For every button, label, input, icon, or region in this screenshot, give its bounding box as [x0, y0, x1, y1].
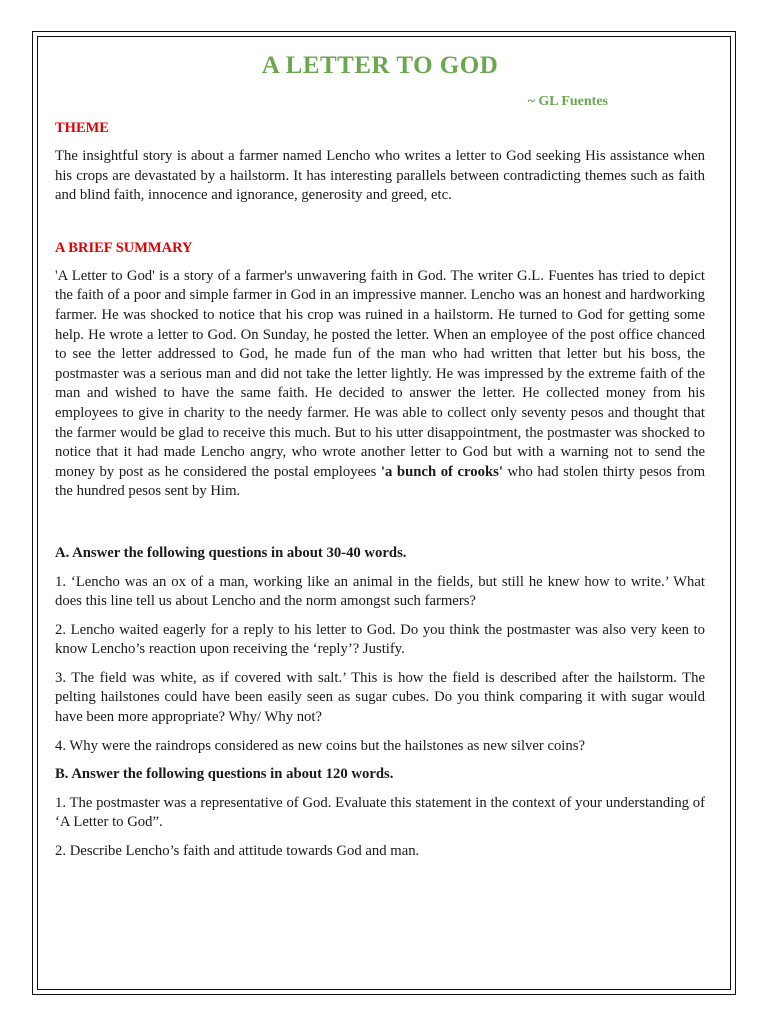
section-a-question-4: 4. Why were the raindrops considered as new coins but the hailstones as new silver coins? — [55, 737, 585, 754]
summary-text-after: who had stolen thirty pesos from the hundred pesos sent by Him. — [55, 463, 706, 500]
theme-heading: THEME — [55, 120, 109, 136]
theme-paragraph: The insightful story is about a farmer named Lencho who writes a letter to God seeking His assistance when his crops are devastated by a hailstorm. It has interesting parallels between contradicting themes such as faith and blind faith, innocence and ignorance, generosity and greed, etc. — [55, 148, 705, 204]
summary-text-before: 'A Letter to God' is a story of a farmer's unwavering faith in God. The writer G.L. Fuentes has tried to depict the faith of a poor and simple farmer in God in an impressive manner. Lencho was an honest and hardworking farmer. He was shocked to notice that his crop was ruined in a hailstorm. He turned to God for getting some help. He wrote a letter to God. On Sunday, he posted the letter. When an employee of the post office chanced to see the letter addressed to God, he made fun of the man who had written that letter but his boss, the postmaster was a serious man and did not take the letter lightly. He was impressed by the extreme faith of the man and wished to have the same faith. He decided to answer the letter. He collected money from his employees to give in charity to the needy farmer. He was able to collect only seventy pesos and thought that the farmer would be glad to receive this much. But to his utter disappointment, the postmaster was shocked to notice that it had made Lencho angry, who wrote another letter to God but with a warning not to send the money by post as he considered the postal employees — [55, 267, 705, 480]
summary-paragraph — [55, 267, 705, 502]
section-a-question-3: 3. The field was white, as if covered with salt.’ This is how the field is described after the hailstorm. The pelting hailstones could have been easily seen as sugar cubes. Do you think comparing it with sugar would have been more appropriate? Why/ Why not? — [55, 669, 705, 726]
author-line: ~ GL Fuentes — [527, 94, 608, 109]
document-title: A LETTER TO GOD — [261, 52, 499, 79]
section-a-heading: A. Answer the following questions in about 30-40 words. — [55, 544, 407, 561]
document-content — [55, 52, 705, 862]
summary-heading: A BRIEF SUMMARY — [55, 239, 193, 256]
section-b-question-1: 1. The postmaster was a representative of God. Evaluate this statement in the context of your understanding of ‘A Letter to God”. — [55, 794, 705, 831]
section-a-question-2: 2. Lencho waited eagerly for a reply to his letter to God. Do you think the postmaster was also very keen to know Lencho’s reaction upon receiving the ‘reply’? Justify. — [55, 621, 705, 658]
section-b-heading: B. Answer the following questions in about 120 words. — [55, 766, 394, 783]
section-a-question-1: 1. ‘Lencho was an ox of a man, working like an animal in the fields, but still he knew how to write.’ What does this line tell us about Lencho and the norm amongst such farmers? — [55, 573, 705, 610]
summary-bold-phrase: 'a bunch of crooks' — [380, 463, 503, 480]
section-b-question-2: 2. Describe Lencho’s faith and attitude towards God and man. — [55, 843, 420, 860]
